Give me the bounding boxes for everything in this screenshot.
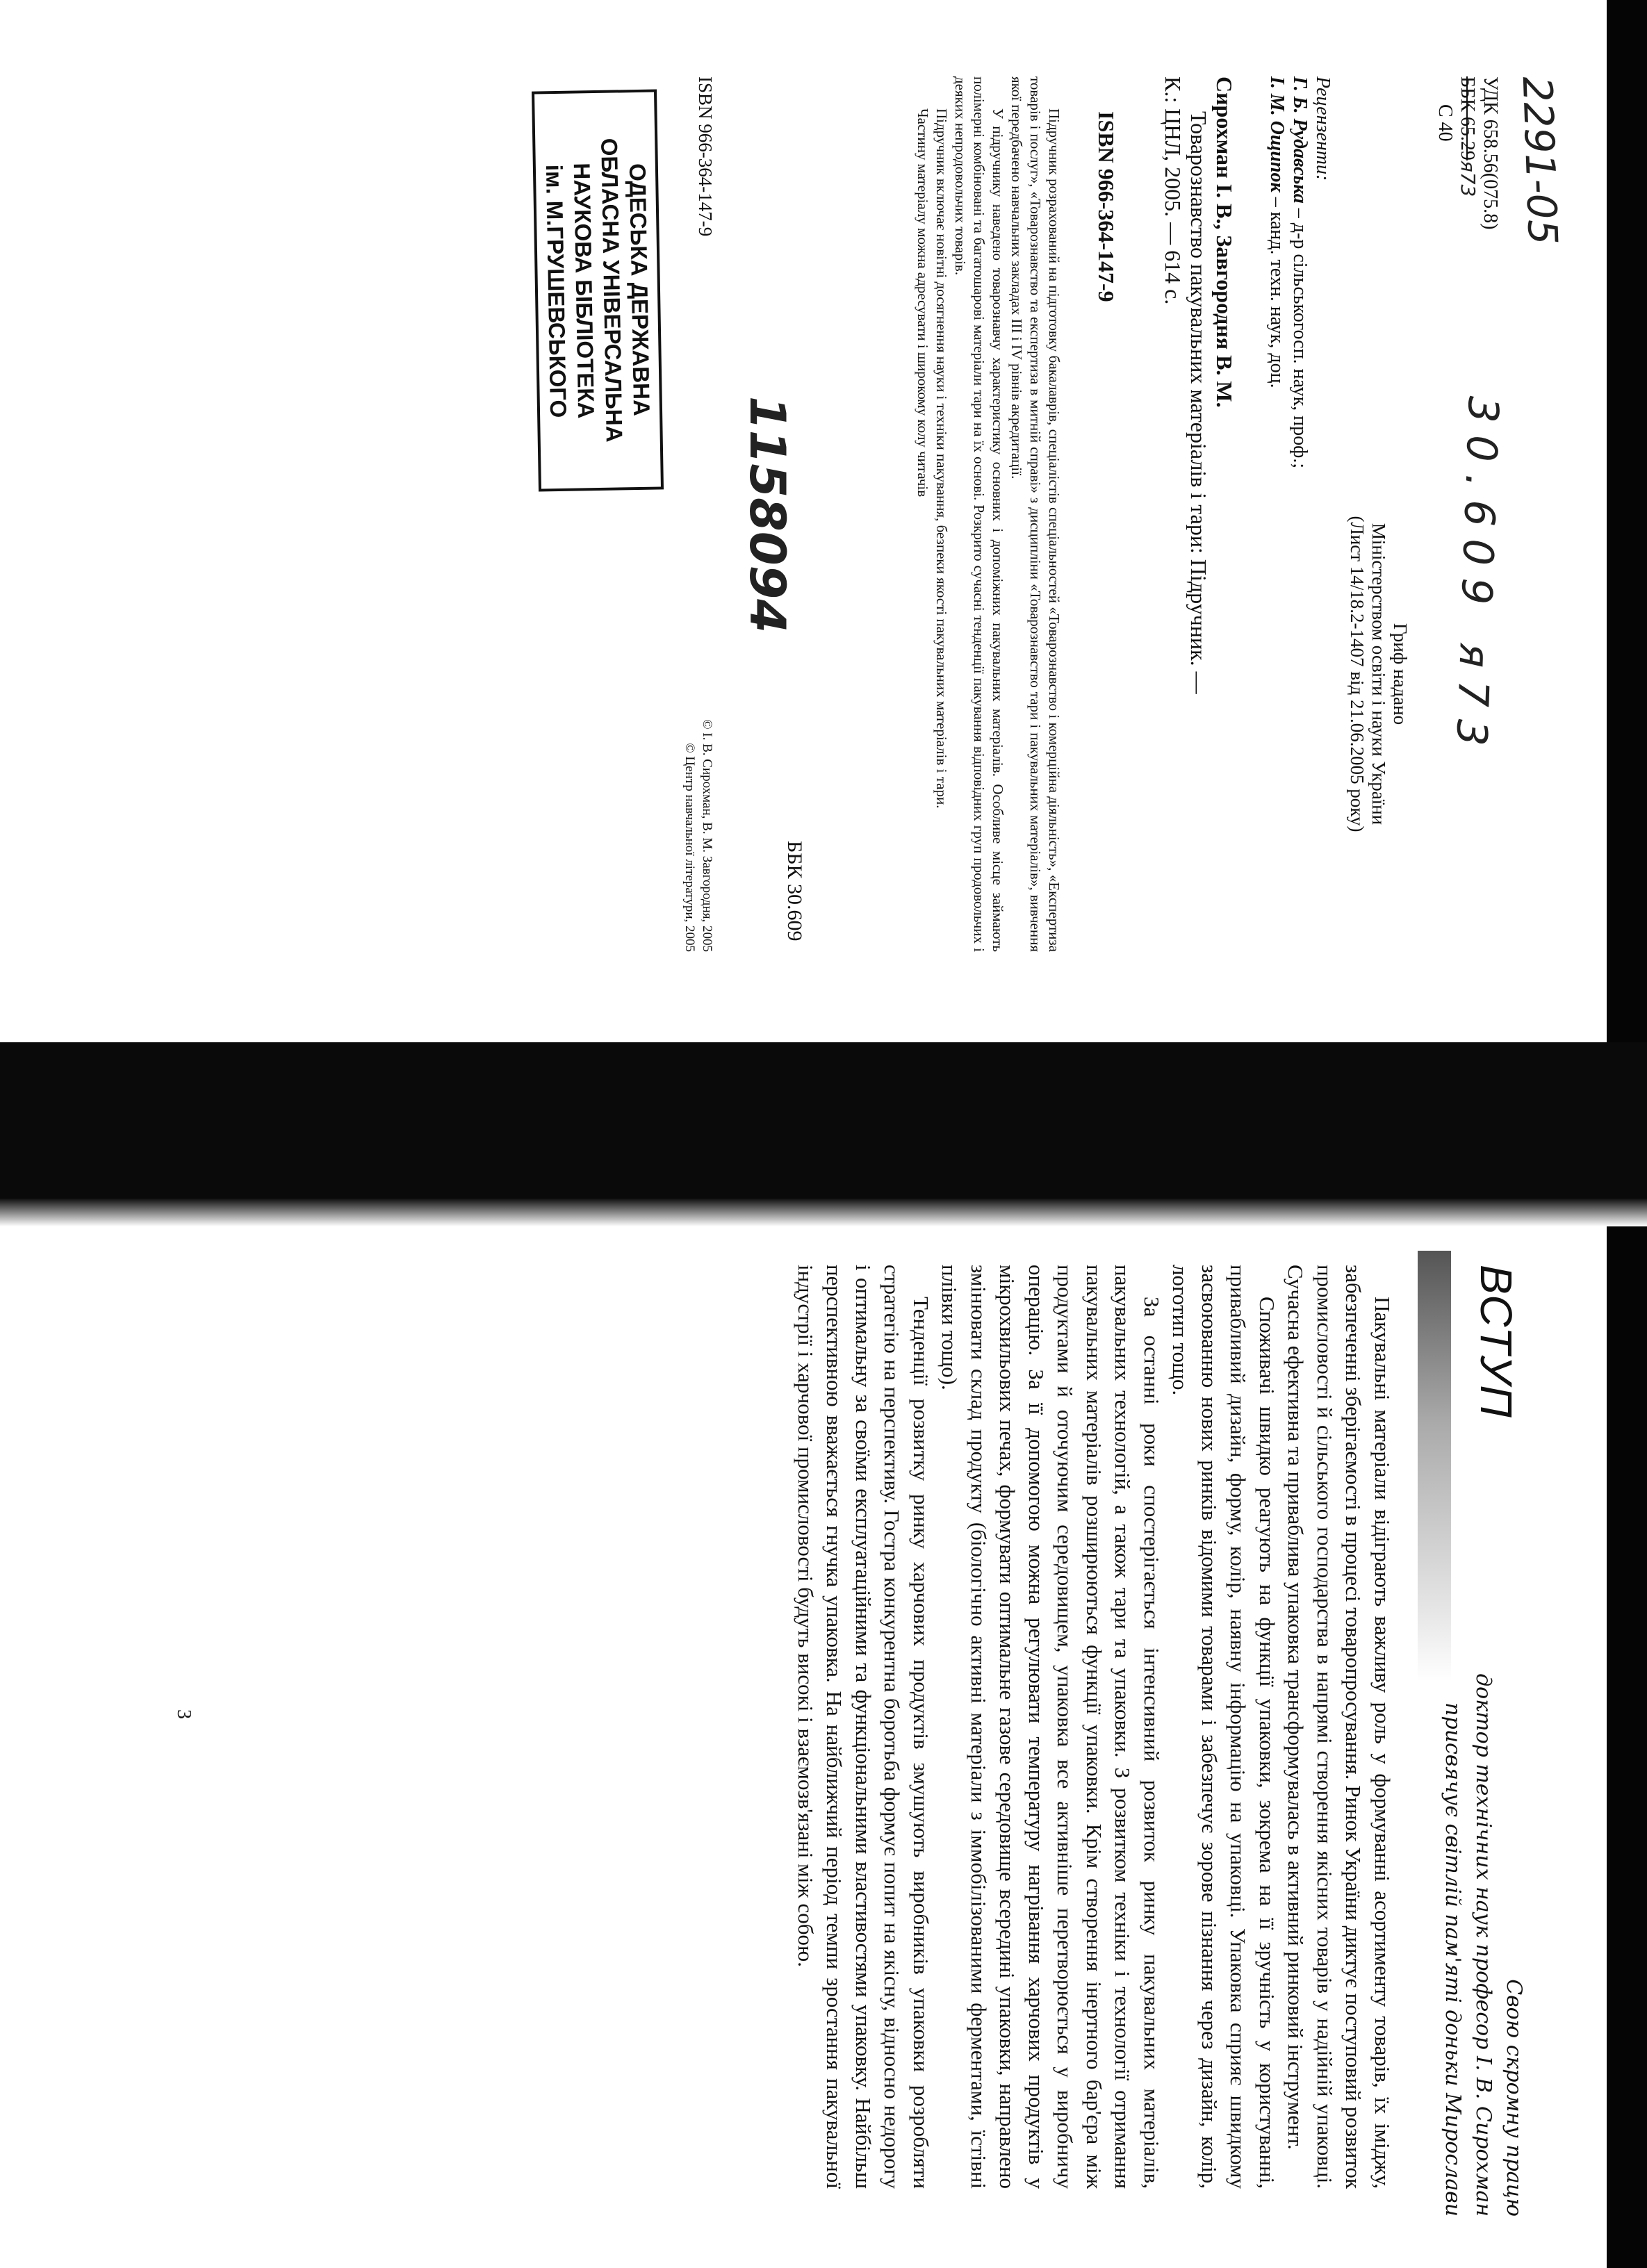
intro-paragraph-4: Тенденції розвитку ринку харчових продуктів змушують виробників упаковки розробляти стратегію на перспективу. Гостра конкурентна боротьба формує попит на якісну, відносно недорогу і оптимальну за своїми експлуатаційними та функціональними властивостями упаковку. Найбільш перспективною вважається гнучка упаковка. На найближчий період темпи зростання пакувальної індустрії і харчової промисловості будуть високі і взаємозв'язані між собою. (794, 1265, 933, 2189)
introduction-text (792, 1265, 1398, 2189)
heading-gradient-band (1418, 1251, 1451, 1682)
udk-code: УДК 658.56(075.8) (1480, 76, 1501, 230)
intro-paragraph-2: Споживачі швидко реагують на функції упаковки, зокрема на її зручність у користуванні, привабливий дизайн, форму, колір, наявну інформацію на упаковці. Упаковка сприяє швидкому засвоюванню нових ринків відомими товарами і забезпечує зорове пізнання через дизайн, колір, логотип тощо. (1168, 1265, 1279, 2189)
dedication-line-3: присвячує світлій пам'яті доньки Мирослави (1441, 1702, 1465, 2217)
grif-title: Гриф надано (1390, 623, 1411, 725)
copyright-authors: © І. В. Сирохман, В. М. Завгородня, 2005 (700, 719, 714, 952)
chapter-heading: ВСТУП (1471, 1265, 1521, 1419)
catalog-entry (1160, 76, 1237, 966)
annotation (913, 76, 1063, 952)
bbk-code: ББК 65.29я73 (1457, 76, 1480, 197)
book-title: Товарознавство пакувальних матеріалів і тари: Підручник. — (1186, 111, 1211, 694)
grif-ministry: Міністерством освіти і науки України (1368, 523, 1389, 825)
isbn-bold: ISBN 966-364-147-9 (1094, 111, 1119, 302)
copyright-block (681, 563, 716, 952)
dedication-line-2: доктор технічних наук професор І. В. Сирохман (1471, 1673, 1496, 2217)
grif-letter: (Лист 14/18.2-1407 від 21.06.2005 року) (1347, 516, 1368, 832)
annotation-p2: У підручнику наведено товарознавчу характеристику основних і допоміжних пакувальних матеріалів. Особливе місце займають полімерні комбіновані та багатошарові матеріали тари на їх основі. Розкрито сучасні тенденції пакування відповідних груп продовольчих і деяких непродовольчих товарів. (952, 76, 1006, 952)
bbk-right: ББК 30.609 (783, 841, 806, 942)
library-stamp: ОДЕСЬКА ДЕРЖАВНА ОБЛАСНА УНІВЕРСАЛЬНА НАУКОВА БІБЛІОТЕКА ім. М.ГРУШЕВСЬКОГО (532, 89, 664, 491)
reviewer-1: Г. Б. Рудавська – д-р сільськогосп. наук, проф.; (1289, 76, 1311, 469)
annotation-p3: Підручник включає новітні досягнення науки і техніки пакування, безпеки якості пакувальних матеріалів і тари. (933, 108, 950, 809)
handwritten-class-code: 30.609 я73 (1445, 395, 1508, 759)
annotation-p1: Підручник розрахований на підготовку бакалаврів, спеціалістів спеціальностей «Товарознавство і комерційна діяльність», «Експертиза товарів і послуг», «Товарознавство та експертиза в митній справі» з дисципліни «Товарознавство тари і пакувальних матеріалів», вивчення якої передбачено навчальних закладах III і IV рівнів акредитації. (1008, 76, 1063, 952)
authors: Сирохман І. В., Завгородня В. М. (1212, 76, 1237, 408)
imprint: К.: ЦНЛ, 2005. — 614 с. (1161, 76, 1186, 305)
classification-block (1434, 76, 1501, 229)
reviewers-label: Рецензенти: (1312, 76, 1334, 181)
page-number: 3 (173, 1709, 195, 1719)
introduction-page (42, 1237, 1571, 2224)
imprint-page (49, 63, 1567, 994)
copyright-publisher: © Центр навчальної літератури, 2005 (682, 743, 697, 952)
intro-paragraph-3: За останні роки спостерігається інтенсивний розвиток ринку пакувальних матеріалів, пакувальних технологій, а також тари та упаковки. З розвитком техніки і технології отримання пакувальних матеріалів розширюються функції упаковки. Крім створення інертного бар'єра між продуктами й оточуючим середовищем, упаковка все активніше перетворюється у виробничу операцію. За її допомогою можна регулювати температуру нагрівання харчових продуктів у мікрохвильових печах, формувати оптимальне газове середовище всередині упаковки, направлено змінювати склад продукту (біологічно активні матеріали з іммобілізованими ферментами, їстівні плівки тощо). (937, 1265, 1164, 2189)
reviewers-block (1265, 76, 1334, 468)
dedication-line-1: Свою скромну працю (1502, 1979, 1526, 2217)
author-code: С 40 (1434, 104, 1456, 142)
handwritten-inventory-code: 2291-05 (1513, 75, 1567, 246)
annotation-p4: Частину матеріалу можна адресувати і широкому колу читачів (915, 108, 931, 498)
isbn-bottom: ISBN 966-364-147-9 (695, 76, 716, 237)
inventory-number: 1158094 (739, 396, 796, 633)
grif-block (1346, 424, 1411, 924)
book-spine-shadow (0, 1042, 1647, 1202)
reviewer-2: І. М. Ощипок – канд. техн. наук, доц. (1266, 76, 1288, 388)
spine-gradient (0, 1199, 1647, 1226)
intro-paragraph-1: Пакувальні матеріали відіграють важливу роль у формуванні асортименту товарів, їх іміджу, забезпеченні зберігаємості в процесі товаропросування. Ринок України диктує поступовий розвиток промисловості й сільського господарства в напрямі створення якісних товарів у надійній упаковці. Сучасна ефективна та приваблива упаковка трансформувалась в активний ринковий інструмент. (1284, 1265, 1395, 2189)
